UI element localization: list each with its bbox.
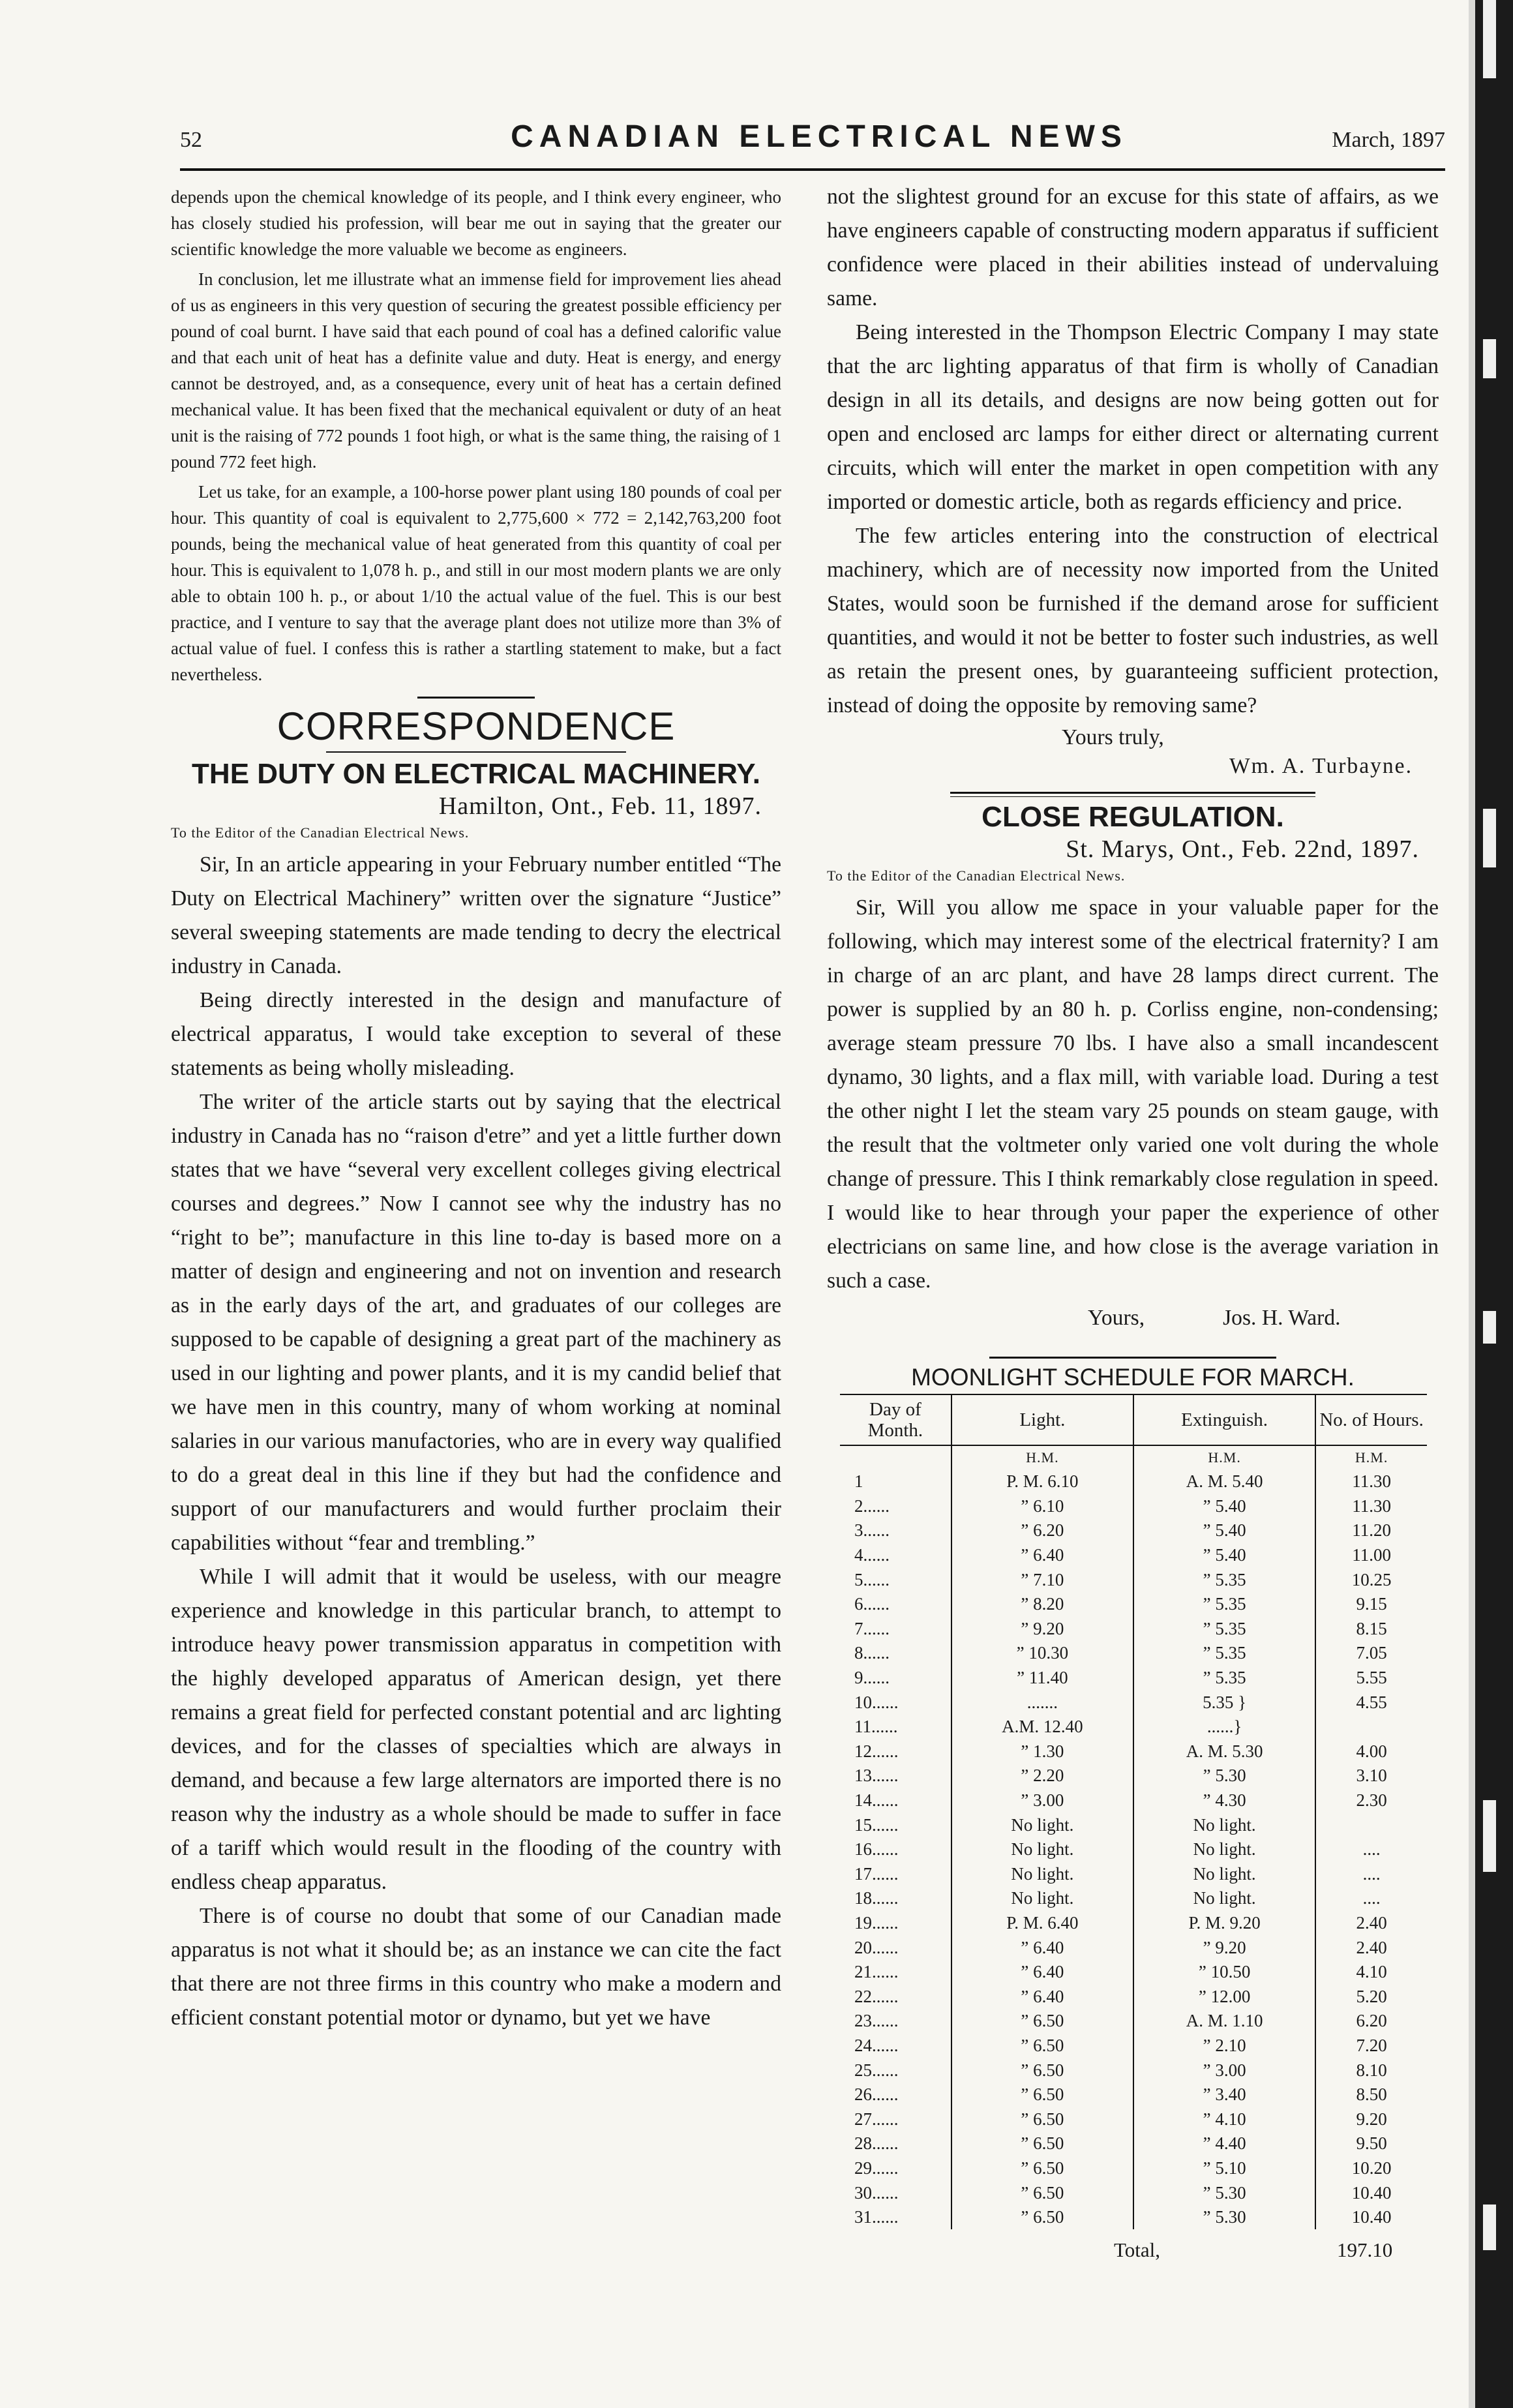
hours-cell: 3.10 xyxy=(1315,1764,1427,1788)
table-row xyxy=(840,1690,1427,1715)
day-cell: 14...... xyxy=(854,1790,899,1811)
hours-cell: 6.20 xyxy=(1315,2009,1427,2034)
editor-salutation: To the Editor of the Canadian Electrical News. xyxy=(827,867,1126,884)
hours-cell: 10.25 xyxy=(1315,1567,1427,1592)
table-row xyxy=(840,1886,1427,1911)
extinguish-cell: ” 9.20 xyxy=(1133,1935,1315,1960)
extinguish-cell: ” 3.00 xyxy=(1133,2058,1315,2083)
continued-paragraph: In conclusion, let me illustrate what an immense field for improvement lies ahead of us as engineers in this very question of securing the greatest possible efficiency per pound of coal burnt. I have said that each pound of coal has a defined calorific value and that each unit of heat has a definite value and duty. Heat is energy, and energy cannot be destroyed, and, as a consequence, every unit of heat has a certain defined mechanical value. It has been fixed that the mechanical equivalent or duty of an heat unit is the raising of 772 pounds 1 foot high, or what is the same thing, the raising of 1 pound 772 feet high. xyxy=(171,269,781,472)
extinguish-cell: ” 2.10 xyxy=(1133,2034,1315,2058)
letter-paragraph: While I will admit that it would be useless, with our meagre experience and knowledge in this particular branch, to attempt to introduce heavy power transmission apparatus in competition with the highly developed apparatus of American design, yet there remains a great field for perfected constant potential and arc lighting devices, and for the classes of specialties which are always in demand, and because a few large alternators are imported there is no reason why the industry as a whole should be made to suffer in face of a tariff which would result in the flooding of the country with endless cheap apparatus. xyxy=(171,1565,781,1894)
day-cell: 18...... xyxy=(854,1888,899,1908)
light-cell: P. M. 6.10 xyxy=(951,1469,1133,1494)
section-title-rule xyxy=(326,751,626,753)
day-cell: 7...... xyxy=(854,1618,890,1638)
moonlight-schedule-table xyxy=(840,1394,1427,2229)
extinguish-cell: ” 5.40 xyxy=(1133,1494,1315,1519)
extinguish-cell: No light. xyxy=(1133,1862,1315,1887)
unit-cell: H.M. xyxy=(1315,1445,1427,1469)
light-cell: ” 11.40 xyxy=(951,1666,1133,1691)
table-row xyxy=(840,1543,1427,1568)
light-cell: ” 7.10 xyxy=(951,1567,1133,1592)
extinguish-cell: ” 5.30 xyxy=(1133,2205,1315,2230)
table-row xyxy=(840,1984,1427,2009)
day-cell: 26...... xyxy=(854,2084,899,2105)
column-header-hours: No. of Hours. xyxy=(1315,1394,1427,1445)
extinguish-cell: ” 5.35 xyxy=(1133,1567,1315,1592)
hours-cell: 2.30 xyxy=(1315,1788,1427,1813)
day-cell: 31...... xyxy=(854,2207,899,2227)
day-cell: 3...... xyxy=(854,1520,890,1541)
article-headline: CLOSE REGULATION. xyxy=(981,801,1284,833)
day-cell: 1 xyxy=(854,1471,863,1492)
table-row xyxy=(840,2205,1427,2230)
extinguish-cell: ” 5.35 xyxy=(1133,1666,1315,1691)
light-cell: ” 6.20 xyxy=(951,1518,1133,1543)
hours-cell xyxy=(1315,1715,1427,1739)
table-row xyxy=(840,1960,1427,1985)
table-row xyxy=(840,1788,1427,1813)
total-value: 197.10 xyxy=(1337,2238,1393,2262)
schedule-total xyxy=(827,2238,1439,2267)
page-header xyxy=(180,119,1458,164)
extinguish-cell: ” 4.10 xyxy=(1133,2107,1315,2131)
table-row xyxy=(840,1813,1427,1837)
table-row xyxy=(840,1837,1427,1862)
light-cell: No light. xyxy=(951,1886,1133,1911)
light-cell: ” 6.50 xyxy=(951,2083,1133,2107)
hours-cell xyxy=(1315,1813,1427,1837)
hours-cell: 10.40 xyxy=(1315,2180,1427,2205)
day-cell: 22...... xyxy=(854,1986,899,2006)
hours-cell: 8.50 xyxy=(1315,2083,1427,2107)
hours-cell: 7.20 xyxy=(1315,2034,1427,2058)
section-divider xyxy=(989,1357,1276,1359)
hours-cell: 7.05 xyxy=(1315,1641,1427,1666)
light-cell: ” 1.30 xyxy=(951,1739,1133,1764)
hours-cell: 11.30 xyxy=(1315,1469,1427,1494)
extinguish-cell: ” 5.40 xyxy=(1133,1518,1315,1543)
hours-cell: 10.20 xyxy=(1315,2156,1427,2181)
scan-edge-highlight xyxy=(1469,0,1475,2408)
day-cell: 27...... xyxy=(854,2109,899,2129)
day-cell: 29...... xyxy=(854,2158,899,2178)
article-dateline: Hamilton, Ont., Feb. 11, 1897. xyxy=(438,792,762,820)
light-cell: ” 6.10 xyxy=(951,1494,1133,1519)
extinguish-cell: ” 5.30 xyxy=(1133,2180,1315,2205)
light-cell: ” 6.50 xyxy=(951,2131,1133,2156)
light-cell: ” 6.50 xyxy=(951,2058,1133,2083)
hours-cell: 8.15 xyxy=(1315,1617,1427,1642)
extinguish-cell: A. M. 1.10 xyxy=(1133,2009,1315,2034)
day-cell: 21...... xyxy=(854,1962,899,1982)
table-row xyxy=(840,1567,1427,1592)
letter-closing xyxy=(1088,1302,1439,1334)
section-title: CORRESPONDENCE xyxy=(277,704,676,748)
left-column xyxy=(171,184,781,2035)
day-cell: 11...... xyxy=(854,1717,898,1737)
table-row xyxy=(840,1666,1427,1691)
light-cell: A.M. 12.40 xyxy=(951,1715,1133,1739)
table-row xyxy=(840,2083,1427,2107)
extinguish-cell: No light. xyxy=(1133,1813,1315,1837)
day-cell: 2...... xyxy=(854,1496,890,1516)
light-cell: ” 6.50 xyxy=(951,2009,1133,2034)
unit-cell: H.M. xyxy=(1133,1445,1315,1469)
hours-cell: 11.00 xyxy=(1315,1543,1427,1568)
light-cell: ” 6.50 xyxy=(951,2180,1133,2205)
scan-edge-stripe xyxy=(1483,339,1496,378)
day-cell: 8...... xyxy=(854,1643,890,1663)
extinguish-cell: 5.35 } xyxy=(1133,1690,1315,1715)
table-row xyxy=(840,1592,1427,1617)
letter-closing: Yours truly, xyxy=(1062,725,1164,749)
hours-cell: 2.40 xyxy=(1315,1935,1427,1960)
table-row xyxy=(840,1715,1427,1739)
light-cell: ” 6.40 xyxy=(951,1543,1133,1568)
letter-closing-text: Yours, xyxy=(1088,1306,1145,1330)
light-cell: ” 6.50 xyxy=(951,2205,1133,2230)
extinguish-cell: ” 5.30 xyxy=(1133,1764,1315,1788)
hours-cell: 9.50 xyxy=(1315,2131,1427,2156)
publication-title: CANADIAN ELECTRICAL NEWS xyxy=(511,119,1128,154)
extinguish-cell: ......} xyxy=(1133,1715,1315,1739)
extinguish-cell: A. M. 5.30 xyxy=(1133,1739,1315,1764)
day-cell: 17...... xyxy=(854,1863,899,1884)
editor-salutation: To the Editor of the Canadian Electrical News. xyxy=(171,824,470,841)
day-cell: 6...... xyxy=(854,1594,890,1614)
continued-paragraph: depends upon the chemical knowledge of its people, and I think every engineer, who has closely studied his profession, will bear me out in saying that the greater our scientific knowledge the more valuable we become as engineers. xyxy=(171,187,781,259)
issue-date: March, 1897 xyxy=(1332,128,1445,152)
light-cell: ” 3.00 xyxy=(951,1788,1133,1813)
day-cell: 4...... xyxy=(854,1545,890,1565)
hours-cell: 4.10 xyxy=(1315,1960,1427,1985)
hours-cell: 5.20 xyxy=(1315,1984,1427,2009)
hours-cell: 11.30 xyxy=(1315,1494,1427,1519)
day-cell: 12...... xyxy=(854,1741,899,1761)
light-cell: ” 6.40 xyxy=(951,1935,1133,1960)
extinguish-cell: ” 4.30 xyxy=(1133,1788,1315,1813)
table-row xyxy=(840,2156,1427,2181)
hours-cell: .... xyxy=(1315,1862,1427,1887)
table-row xyxy=(840,1935,1427,1960)
total-label: Total, xyxy=(1114,2238,1161,2262)
light-cell: ” 6.50 xyxy=(951,2156,1133,2181)
hours-cell: 10.40 xyxy=(1315,2205,1427,2230)
extinguish-cell: ” 3.40 xyxy=(1133,2083,1315,2107)
day-cell: 20...... xyxy=(854,1937,899,1957)
day-cell: 13...... xyxy=(854,1766,899,1786)
letter-paragraph: Sir, Will you allow me space in your valuable paper for the following, which may interest some of the electrical fraternity? I am in charge of an arc plant, and have 28 lamps direct current. The power is supplied by an 80 h. p. Corliss engine, non-condensing; average steam pressure 70 lbs. I have also a small incandescent dynamo, 30 lights, and a flax mill, with variable load. During a test the other night I let the steam vary 25 pounds on steam gauge, with the result that the voltmeter only varied one volt during the whole change of pressure. This I think remarkably close regulation in speed. I would like to hear through your paper the experience of other electricians on same line, and how close is the average variation in such a case. xyxy=(827,895,1439,1293)
column-header-day: Day of Month. xyxy=(840,1394,951,1445)
table-row xyxy=(840,1739,1427,1764)
table-row xyxy=(840,2034,1427,2058)
right-column xyxy=(827,180,1439,2267)
hours-cell: 8.10 xyxy=(1315,2058,1427,2083)
day-cell: 5...... xyxy=(854,1569,890,1589)
scan-edge-stripe xyxy=(1483,2205,1496,2250)
table-row xyxy=(840,1764,1427,1788)
schedule-body xyxy=(840,1445,1427,2229)
hours-cell: 9.20 xyxy=(1315,2107,1427,2131)
schedule-title: MOONLIGHT SCHEDULE FOR MARCH. xyxy=(911,1364,1355,1391)
light-cell: ....... xyxy=(951,1690,1133,1715)
column-header-light: Light. xyxy=(951,1394,1133,1445)
extinguish-cell: ” 5.10 xyxy=(1133,2156,1315,2181)
scan-edge-stripe xyxy=(1483,1311,1496,1344)
unit-cell xyxy=(840,1445,951,1469)
light-cell: ” 6.40 xyxy=(951,1960,1133,1985)
hours-cell: 2.40 xyxy=(1315,1911,1427,1936)
units-row xyxy=(840,1445,1427,1469)
extinguish-cell: A. M. 5.40 xyxy=(1133,1469,1315,1494)
table-row xyxy=(840,1518,1427,1543)
table-row xyxy=(840,1469,1427,1494)
hours-cell: 4.55 xyxy=(1315,1690,1427,1715)
extinguish-cell: ” 5.40 xyxy=(1133,1543,1315,1568)
light-cell: No light. xyxy=(951,1837,1133,1862)
table-row xyxy=(840,2058,1427,2083)
extinguish-cell: ” 12.00 xyxy=(1133,1984,1315,2009)
table-row xyxy=(840,1641,1427,1666)
section-divider xyxy=(417,697,535,699)
day-cell: 15...... xyxy=(854,1814,899,1835)
extinguish-cell: No light. xyxy=(1133,1886,1315,1911)
table-row xyxy=(840,1911,1427,1936)
day-cell: 30...... xyxy=(854,2182,899,2203)
table-row xyxy=(840,2180,1427,2205)
hours-cell: .... xyxy=(1315,1886,1427,1911)
light-cell: ” 6.50 xyxy=(951,2107,1133,2131)
table-row xyxy=(840,2107,1427,2131)
table-row xyxy=(840,2131,1427,2156)
day-cell: 24...... xyxy=(854,2035,899,2055)
letter-signature: Wm. A. Turbayne. xyxy=(1229,754,1413,778)
day-cell: 23...... xyxy=(854,2011,899,2031)
hours-cell: .... xyxy=(1315,1837,1427,1862)
hours-cell: 5.55 xyxy=(1315,1666,1427,1691)
extinguish-cell: ” 10.50 xyxy=(1133,1960,1315,1985)
article-headline: THE DUTY ON ELECTRICAL MACHINERY. xyxy=(192,758,760,790)
light-cell: ” 10.30 xyxy=(951,1641,1133,1666)
extinguish-cell: ” 5.35 xyxy=(1133,1592,1315,1617)
day-cell: 19...... xyxy=(854,1912,899,1933)
letter-paragraph: The few articles entering into the construction of electrical machinery, which are of necessity now imported from the United States, would soon be furnished if the demand arose for sufficient quantities, and would it not be better to foster such industries, as well as retain the present ones, by guaranteeing sufficient protection, instead of doing the opposite by removing same? xyxy=(827,524,1439,717)
light-cell: ” 8.20 xyxy=(951,1592,1133,1617)
page-number: 52 xyxy=(180,128,202,152)
light-cell: P. M. 6.40 xyxy=(951,1911,1133,1936)
unit-cell: H.M. xyxy=(951,1445,1133,1469)
day-cell: 9...... xyxy=(854,1668,890,1688)
day-cell: 10...... xyxy=(854,1692,899,1712)
extinguish-cell: P. M. 9.20 xyxy=(1133,1911,1315,1936)
light-cell: ” 2.20 xyxy=(951,1764,1133,1788)
article-dateline: St. Marys, Ont., Feb. 22nd, 1897. xyxy=(1066,835,1419,863)
light-cell: No light. xyxy=(951,1813,1133,1837)
day-cell: 16...... xyxy=(854,1839,899,1859)
light-cell: ” 9.20 xyxy=(951,1617,1133,1642)
scan-edge-stripe xyxy=(1483,0,1496,78)
column-header-extinguish: Extinguish. xyxy=(1133,1394,1315,1445)
table-row xyxy=(840,1494,1427,1519)
light-cell: No light. xyxy=(951,1862,1133,1887)
continued-paragraph: Let us take, for an example, a 100-horse power plant using 180 pounds of coal per hour. This quantity of coal is equivalent to 2,775,600 × 772 = 2,142,763,200 foot pounds, being the mechanical value of heat generated from this quantity of coal per hour. This is equivalent to 1,078 h. p., and still in our most modern plants we are only able to obtain 100 h. p., or about 1/10 the actual value of the fuel. This is our best practice, and I venture to say that the average plant does not utilize more than 3% of actual value of fuel. I confess this is rather a startling statement to make, but a fact nevertheless. xyxy=(171,482,781,684)
hours-cell: 11.20 xyxy=(1315,1518,1427,1543)
light-cell: ” 6.50 xyxy=(951,2034,1133,2058)
hours-cell: 9.15 xyxy=(1315,1592,1427,1617)
letter-paragraph: Sir, In an article appearing in your February number entitled “The Duty on Electrical Machinery” written over the signature “Justice” several sweeping statements are made tending to decry the electrical industry in Canada. xyxy=(171,852,781,978)
hours-cell: 4.00 xyxy=(1315,1739,1427,1764)
table-row xyxy=(840,2009,1427,2034)
letter-paragraph: Being interested in the Thompson Electric Company I may state that the arc lighting apparatus of that firm is wholly of Canadian design in all its details, and designs are now being gotten out for open and enclosed arc lamps for either direct or alternating current circuits, which will enter the market in open competition with any imported or domestic article, both as regards efficiency and price. xyxy=(827,320,1439,514)
letter-signature: Jos. H. Ward. xyxy=(1223,1306,1341,1330)
extinguish-cell: No light. xyxy=(1133,1837,1315,1862)
letter-paragraph: not the slightest ground for an excuse for this state of affairs, as we have engineers capable of constructing modern apparatus if sufficient confidence were placed in their abilities instead of undervaluing same. xyxy=(827,185,1439,310)
letter-paragraph: There is of course no doubt that some of our Canadian made apparatus is not what it should be; as an instance we can cite the fact that there are not three firms in this country who make a modern and efficient constant potential motor or dynamo, but yet we have xyxy=(171,1904,781,2030)
header-rule xyxy=(180,168,1445,171)
letter-paragraph: The writer of the article starts out by saying that the electrical industry in Canada has no “raison d'etre” and yet a little further down states that we have “several very excellent colleges giving electrical courses and degrees.” Now I cannot see why the industry has no “right to be”; manufacture in this line to-day is based more on a matter of design and engineering and not on invention and research as in the early days of the art, and graduates of our colleges are supposed to be capable of designing a great part of the machinery as used in our lighting and power plants, and it is my candid belief that we have men in this country, many of whom working at nominal salaries in our various manufactories, who are in every way qualified to do a great deal in this line if they but had the confidence and support of our manufacturers and would further proclaim their capabilities without “fear and trembling.” xyxy=(171,1090,781,1555)
section-divider xyxy=(950,792,1315,797)
extinguish-cell: ” 5.35 xyxy=(1133,1617,1315,1642)
table-header-row xyxy=(840,1394,1427,1445)
day-cell: 28...... xyxy=(854,2133,899,2154)
day-cell: 25...... xyxy=(854,2060,899,2080)
table-row xyxy=(840,1862,1427,1887)
scan-edge-stripe xyxy=(1483,1800,1496,1872)
light-cell: ” 6.40 xyxy=(951,1984,1133,2009)
scan-edge-stripe xyxy=(1483,809,1496,867)
letter-paragraph: Being directly interested in the design and manufacture of electrical apparatus, I would take exception to several of these statements as being wholly misleading. xyxy=(171,988,781,1080)
extinguish-cell: ” 5.35 xyxy=(1133,1641,1315,1666)
extinguish-cell: ” 4.40 xyxy=(1133,2131,1315,2156)
table-row xyxy=(840,1617,1427,1642)
